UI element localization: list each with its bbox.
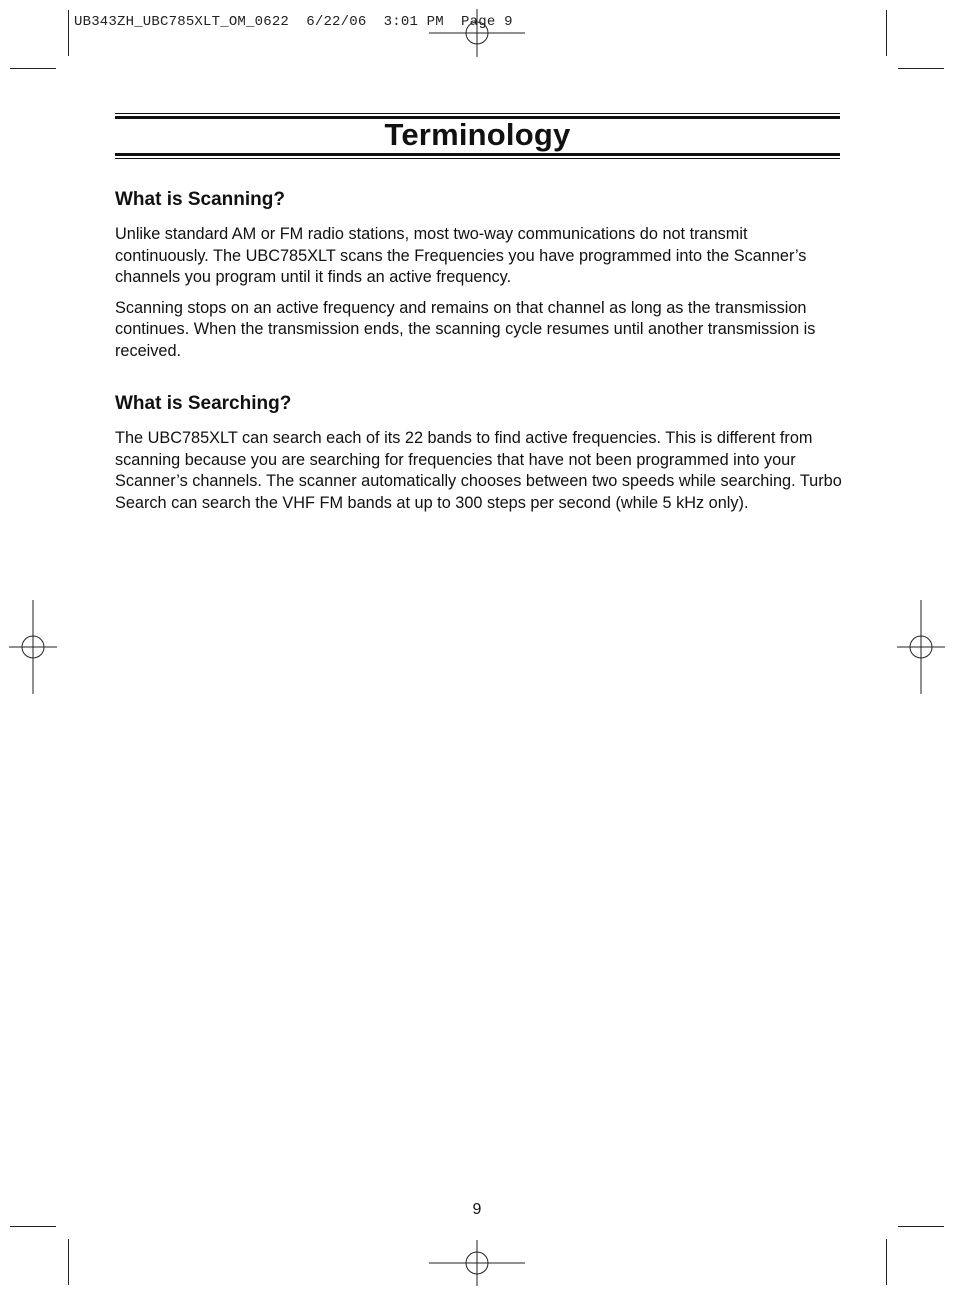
registration-mark-bottom-icon bbox=[429, 1240, 525, 1286]
crop-mark-bottom-right-horizontal bbox=[898, 1226, 944, 1227]
title-block bbox=[115, 113, 840, 159]
crop-mark-top-right-vertical bbox=[886, 10, 887, 56]
registration-mark-left-icon bbox=[9, 600, 57, 694]
page-number: 9 bbox=[472, 1201, 482, 1218]
registration-mark-right-icon bbox=[897, 600, 945, 694]
crop-mark-bottom-left-horizontal bbox=[10, 1226, 56, 1227]
crop-mark-top-left-vertical bbox=[68, 10, 69, 56]
crop-mark-top-left-horizontal bbox=[10, 68, 56, 69]
body-paragraph: Unlike standard AM or FM radio stations, most two-way communications do not transmit continuously. The UBC785XLT scans the Frequencies you have programmed into the Scanner’s channels you program until it finds an active frequency. bbox=[115, 225, 807, 286]
title-rule-bottom-thin bbox=[115, 158, 840, 159]
section-scanning bbox=[115, 187, 842, 362]
body-paragraph: Scanning stops on an active frequency and remains on that channel as long as the transmission continues. When the transmission ends, the scanning cycle resumes until another transmission is received. bbox=[115, 298, 816, 360]
crop-mark-bottom-left-vertical bbox=[68, 1239, 69, 1285]
section-searching bbox=[115, 391, 842, 514]
crop-mark-bottom-right-vertical bbox=[886, 1239, 887, 1285]
page-content bbox=[115, 187, 842, 523]
title-rule-bottom-thick bbox=[115, 153, 840, 156]
section-heading: What is Scanning? bbox=[115, 189, 285, 210]
page-title: Terminology bbox=[384, 117, 571, 152]
print-slug-header: UB343ZH_UBC785XLT_OM_0622 6/22/06 3:01 PM Page 9 bbox=[74, 14, 513, 30]
crop-mark-top-right-horizontal bbox=[898, 68, 944, 69]
section-heading: What is Searching? bbox=[115, 393, 292, 414]
body-paragraph: The UBC785XLT can search each of its 22 bands to find active frequencies. This is different from scanning because you are searching for frequencies that have not been programmed into your Scanner’s channels. The scanner automatically chooses between two speeds while searching. Turbo Search can search the VHF FM bands at up to 300 steps per second (while 5 kHz only). bbox=[115, 429, 842, 512]
title-rule-top-thin bbox=[115, 113, 840, 114]
registration-mark-top-icon bbox=[429, 9, 525, 57]
